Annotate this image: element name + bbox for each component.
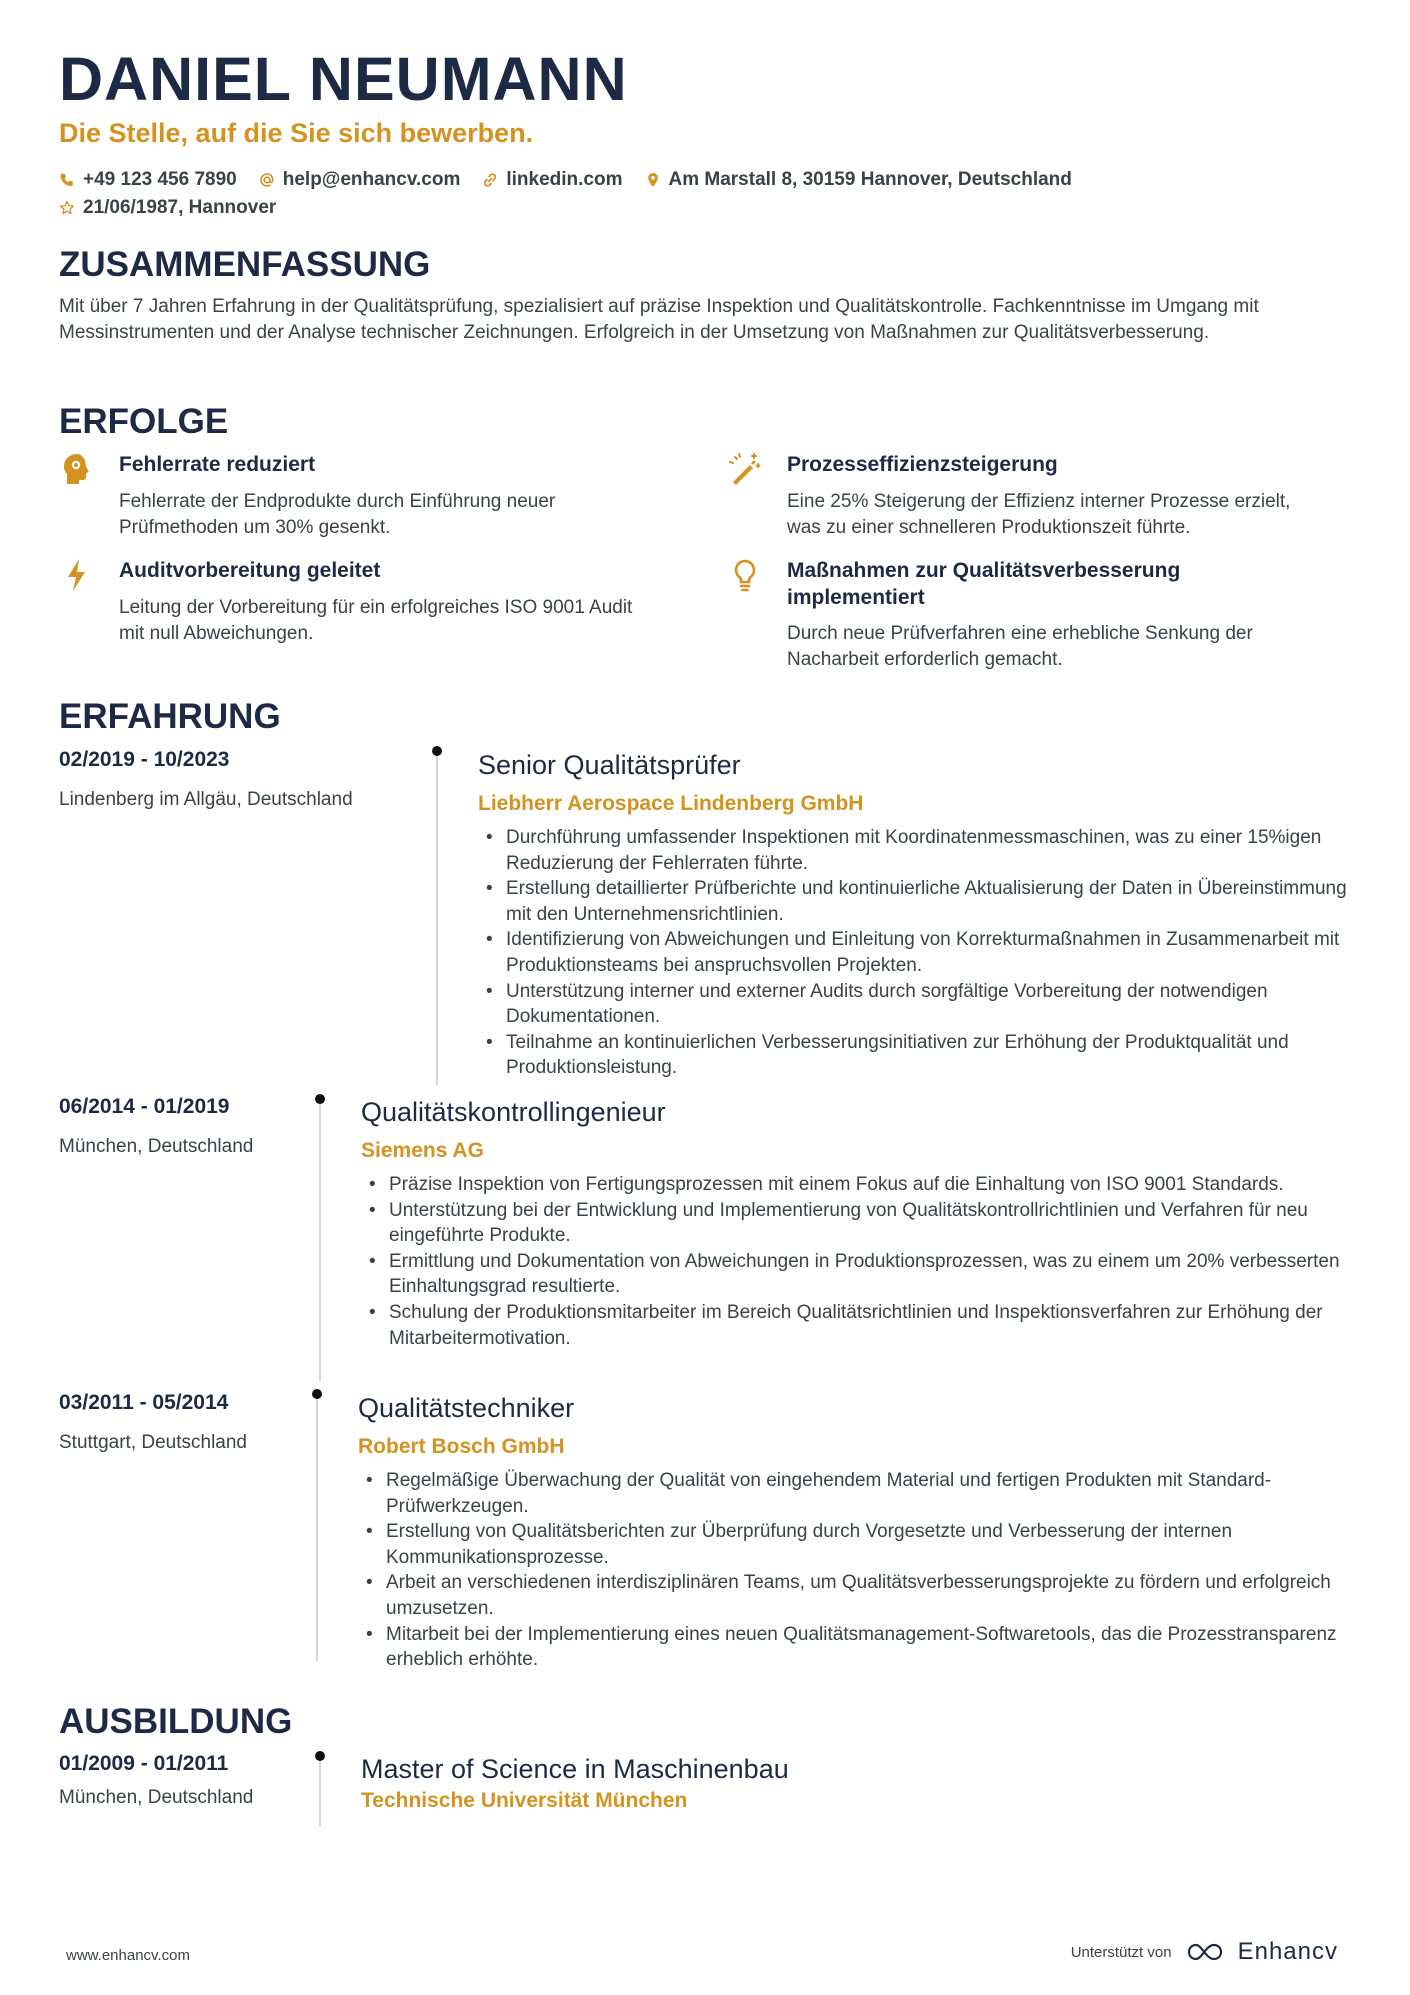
experience-location: München, Deutschland — [59, 1136, 254, 1157]
experience-dates: 03/2011 - 05/2014 — [59, 1391, 229, 1414]
list-item: • Schulung der Produktionsmitarbeiter im Bereich Qualitätsrichtlinien und Inspektionsverfahren zur Erhöhung der Mitarbeitermotivation. — [361, 1300, 1361, 1351]
achievement-title: Prozesseffizienzsteigerung — [787, 453, 1058, 476]
link-icon — [482, 172, 498, 188]
at-icon — [259, 172, 275, 188]
timeline-line — [316, 1393, 318, 1661]
timeline-dot — [315, 1751, 325, 1761]
location-pin-icon — [645, 172, 661, 188]
list-item: • Mitarbeit bei der Implementierung eines neuen Qualitätsmanagement-Softwaretools, das die Prozesstransparenz erheblich erhöhte. — [358, 1622, 1358, 1673]
footer-branding — [1071, 1938, 1338, 1966]
experience-dates: 02/2019 - 10/2023 — [59, 748, 230, 771]
timeline-dot — [432, 746, 442, 756]
summary-text: Mit über 7 Jahren Erfahrung in der Qualitätsprüfung, spezialisiert auf präzise Inspektion und Qualitätskontrolle. Fachkenntnisse im Umgang mit Messinstrumenten und der Analyse technischer Zeichnungen. Erfolgreich in der Umsetzung von Maßnahmen zur Qualitätsverbesserung. — [59, 296, 1259, 343]
contact-row-2 — [59, 196, 276, 220]
experience-bullets — [478, 825, 1358, 1081]
enhancv-logo — [1184, 1938, 1338, 1966]
achievements-heading: ERFOLGE — [59, 402, 229, 441]
list-item: • Identifizierung von Abweichungen und Einleitung von Korrekturmaßnahmen in Zusammenarbeit mit Produktionsteams bei anspruchsvollen Projekten. — [478, 927, 1358, 978]
education-heading: AUSBILDUNG — [59, 1702, 293, 1741]
list-item: • Ermittlung und Dokumentation von Abweichungen in Produktionsprozessen, was zu einem um 20% verbesserten Einhaltungsgrad resultierte. — [361, 1249, 1361, 1300]
contact-address — [645, 168, 1072, 192]
list-item: • Teilnahme an kontinuierlichen Verbesserungsinitiativen zur Erhöhung der Produktqualität und Produktionsleistung. — [478, 1030, 1358, 1081]
experience-location: Lindenberg im Allgäu, Deutschland — [59, 789, 353, 810]
experience-bullets — [361, 1172, 1361, 1351]
list-item: • Unterstützung interner und externer Audits durch sorgfältige Vorbereitung der notwendigen Dokumentationen. — [478, 979, 1358, 1030]
education-degree: Master of Science in Maschinenbau — [361, 1754, 789, 1784]
experience-heading: ERFAHRUNG — [59, 697, 281, 736]
education-dates: 01/2009 - 01/2011 — [59, 1752, 229, 1775]
experience-role: Qualitätskontrollingenieur — [361, 1097, 666, 1127]
timeline-line — [436, 750, 438, 1085]
contact-linkedin[interactable] — [482, 168, 622, 192]
achievement-text: Durch neue Prüfverfahren eine erhebliche Senkung der Nacharbeit erforderlich gemacht. — [787, 623, 1253, 670]
timeline-line — [319, 1755, 321, 1827]
contact-phone — [59, 168, 237, 192]
email-text: help@enhancv.com — [282, 169, 461, 190]
experience-company: Liebherr Aerospace Lindenberg GmbH — [478, 792, 864, 815]
experience-company: Siemens AG — [361, 1139, 484, 1162]
experience-dates: 06/2014 - 01/2019 — [59, 1095, 230, 1118]
list-item: • Arbeit an verschiedenen interdisziplinären Teams, um Qualitätsverbesserungsprojekte zu fördern und erfolgreich umzusetzen. — [358, 1570, 1358, 1621]
timeline-dot — [312, 1389, 322, 1399]
birth-text: 21/06/1987, Hannover — [83, 197, 277, 218]
candidate-name: DANIEL NEUMANN — [59, 45, 628, 113]
footer-website[interactable]: www.enhancv.com — [66, 1947, 190, 1964]
magic-wand-icon — [727, 451, 763, 487]
achievement-text: Eine 25% Steigerung der Effizienz interner Prozesse erzielt, was zu einer schnelleren Produktionszeit führte. — [787, 491, 1291, 538]
experience-company: Robert Bosch GmbH — [358, 1435, 565, 1458]
experience-location: Stuttgart, Deutschland — [59, 1432, 247, 1453]
timeline-dot — [315, 1094, 325, 1104]
head-icon — [59, 451, 95, 487]
contact-row — [59, 168, 1072, 192]
experience-bullets — [358, 1468, 1358, 1673]
achievement-title: Auditvorbereitung geleitet — [119, 559, 381, 582]
list-item: • Unterstützung bei der Entwicklung und Implementierung von Qualitätskontrollrichtlinien und Verfahren für neu eingeführte Produkte. — [361, 1198, 1361, 1249]
lightbulb-icon — [727, 557, 763, 593]
infinity-icon — [1184, 1941, 1230, 1963]
star-icon — [59, 200, 75, 216]
achievement-title: Maßnahmen zur Qualitätsverbesserung implementiert — [787, 559, 1181, 609]
job-title: Die Stelle, auf die Sie sich bewerben. — [59, 118, 534, 148]
list-item: • Regelmäßige Überwachung der Qualität von eingehendem Material und fertigen Produkten mit Standard-Prüfwerkzeugen. — [358, 1468, 1358, 1519]
brand-text: Enhancv — [1237, 1938, 1338, 1965]
achievement-text: Fehlerrate der Endprodukte durch Einführung neuer Prüfmethoden um 30% gesenkt. — [119, 491, 556, 538]
contact-birth — [59, 196, 276, 220]
list-item: • Präzise Inspektion von Fertigungsprozessen mit einem Fokus auf die Einhaltung von ISO 9001 Standards. — [361, 1172, 1361, 1198]
timeline-line — [319, 1098, 321, 1381]
list-item: • Erstellung von Qualitätsberichten zur Überprüfung durch Vorgesetzte und Verbesserung der internen Kommunikationsprozesse. — [358, 1519, 1358, 1570]
contact-email[interactable] — [259, 168, 461, 192]
lightning-icon — [59, 557, 95, 593]
achievement-title: Fehlerrate reduziert — [119, 453, 316, 476]
education-location: München, Deutschland — [59, 1787, 254, 1808]
experience-role: Senior Qualitätsprüfer — [478, 750, 741, 780]
address-text: Am Marstall 8, 30159 Hannover, Deutschland — [668, 169, 1072, 190]
list-item: • Erstellung detaillierter Prüfberichte und kontinuierliche Aktualisierung der Daten in Übereinstimmung mit den Unternehmensrichtlinien. — [478, 876, 1358, 927]
achievement-text: Leitung der Vorbereitung für ein erfolgreiches ISO 9001 Audit mit null Abweichungen. — [119, 597, 633, 644]
list-item: • Durchführung umfassender Inspektionen mit Koordinatenmessmaschinen, was zu einer 15%igen Reduzierung der Fehlerraten führte. — [478, 825, 1358, 876]
education-school: Technische Universität München — [361, 1789, 688, 1812]
linkedin-text: linkedin.com — [506, 169, 623, 190]
phone-text: +49 123 456 7890 — [83, 169, 237, 190]
summary-heading: ZUSAMMENFASSUNG — [59, 245, 431, 284]
experience-role: Qualitätstechniker — [358, 1393, 575, 1423]
phone-icon — [59, 172, 75, 188]
powered-by-text: Unterstützt von — [1070, 1943, 1172, 1961]
